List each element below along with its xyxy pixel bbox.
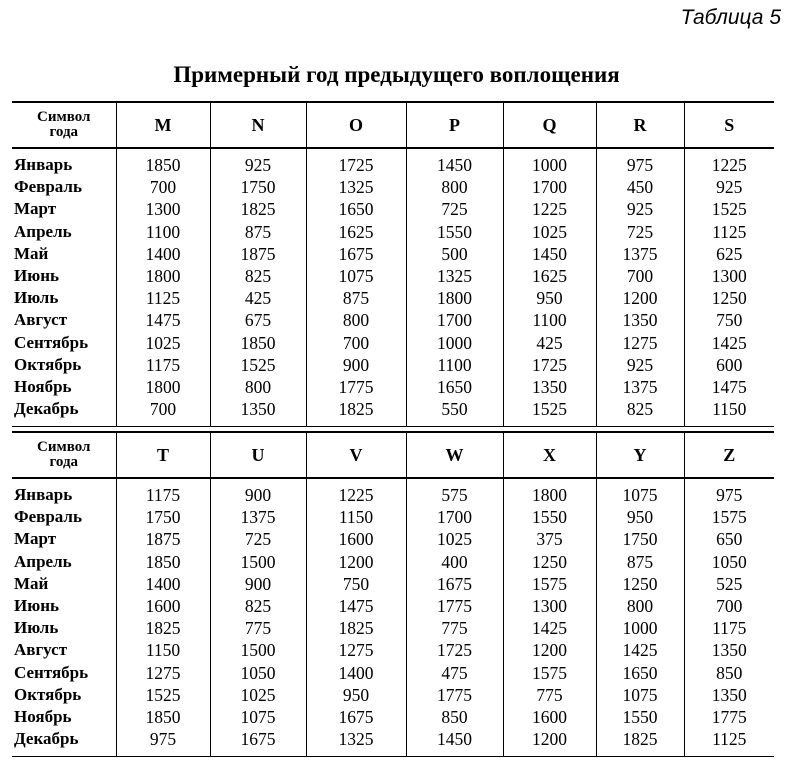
year-value-cell: 1850 [116, 148, 210, 176]
year-value-cell: 1100 [116, 221, 210, 243]
year-value-cell: 650 [684, 528, 774, 550]
year-value-cell: 925 [210, 148, 306, 176]
table-row [12, 243, 774, 265]
year-value-cell: 975 [684, 478, 774, 506]
year-value-cell: 1175 [116, 478, 210, 506]
table-number-label: Таблица 5 [680, 6, 781, 29]
year-value-cell: 1600 [503, 706, 596, 728]
table-row [12, 706, 774, 728]
year-value-cell: 1075 [210, 706, 306, 728]
year-value-cell: 1200 [503, 639, 596, 661]
year-value-cell: 1650 [406, 376, 503, 398]
year-value-cell: 1475 [116, 309, 210, 331]
year-value-cell: 825 [210, 265, 306, 287]
month-cell: Сентябрь [12, 332, 116, 354]
month-cell: Июль [12, 287, 116, 309]
year-value-cell: 1325 [306, 176, 406, 198]
year-value-cell: 1750 [116, 506, 210, 528]
letter-column-header: O [306, 102, 406, 148]
year-value-cell: 1450 [406, 148, 503, 176]
year-value-cell: 1650 [306, 198, 406, 220]
year-value-cell: 700 [306, 332, 406, 354]
table-row [12, 148, 774, 176]
table-row [12, 398, 774, 427]
year-value-cell: 1675 [406, 573, 503, 595]
month-cell: Февраль [12, 506, 116, 528]
year-value-cell: 1350 [503, 376, 596, 398]
year-value-cell: 1075 [596, 478, 684, 506]
year-value-cell: 1575 [684, 506, 774, 528]
year-value-cell: 1200 [503, 728, 596, 757]
year-value-cell: 1300 [503, 595, 596, 617]
year-value-cell: 975 [596, 148, 684, 176]
month-cell: Май [12, 243, 116, 265]
year-value-cell: 1000 [596, 617, 684, 639]
year-value-cell: 1100 [406, 354, 503, 376]
year-value-cell: 1825 [210, 198, 306, 220]
year-value-cell: 1375 [596, 376, 684, 398]
year-value-cell: 1825 [306, 617, 406, 639]
year-value-cell: 1500 [210, 639, 306, 661]
year-value-cell: 1425 [684, 332, 774, 354]
year-value-cell: 1175 [684, 617, 774, 639]
year-value-cell: 1800 [503, 478, 596, 506]
year-value-cell: 975 [116, 728, 210, 757]
year-value-cell: 1300 [684, 265, 774, 287]
month-cell: Апрель [12, 551, 116, 573]
month-cell: Март [12, 198, 116, 220]
year-value-cell: 1250 [596, 573, 684, 595]
year-value-cell: 1050 [684, 551, 774, 573]
year-table-m-s [12, 101, 774, 427]
year-value-cell: 1400 [306, 662, 406, 684]
year-value-cell: 1825 [306, 398, 406, 427]
year-value-cell: 1425 [503, 617, 596, 639]
year-value-cell: 950 [306, 684, 406, 706]
year-value-cell: 1575 [503, 573, 596, 595]
year-value-cell: 1525 [116, 684, 210, 706]
year-value-cell: 1400 [116, 573, 210, 595]
year-value-cell: 1725 [406, 639, 503, 661]
table-body [12, 478, 774, 757]
year-value-cell: 875 [210, 221, 306, 243]
month-cell: Апрель [12, 221, 116, 243]
table-row [12, 639, 774, 661]
year-value-cell: 825 [596, 398, 684, 427]
year-value-cell: 1500 [210, 551, 306, 573]
year-value-cell: 550 [406, 398, 503, 427]
table-row [12, 198, 774, 220]
year-value-cell: 1875 [116, 528, 210, 550]
year-value-cell: 1350 [684, 639, 774, 661]
year-value-cell: 1250 [503, 551, 596, 573]
table-row [12, 478, 774, 506]
year-value-cell: 1275 [116, 662, 210, 684]
year-value-cell: 1075 [596, 684, 684, 706]
year-value-cell: 1325 [406, 265, 503, 287]
year-value-cell: 950 [596, 506, 684, 528]
table-row [12, 528, 774, 550]
letter-column-header: Y [596, 432, 684, 478]
year-value-cell: 825 [210, 595, 306, 617]
year-value-cell: 1475 [684, 376, 774, 398]
table-row [12, 728, 774, 757]
table-row [12, 573, 774, 595]
year-value-cell: 700 [684, 595, 774, 617]
table-row [12, 617, 774, 639]
letter-column-header: U [210, 432, 306, 478]
year-value-cell: 1325 [306, 728, 406, 757]
year-value-cell: 1625 [503, 265, 596, 287]
year-value-cell: 1850 [116, 551, 210, 573]
year-value-cell: 1675 [306, 243, 406, 265]
year-value-cell: 1700 [406, 309, 503, 331]
month-cell: Декабрь [12, 398, 116, 427]
month-cell: Февраль [12, 176, 116, 198]
letter-column-header: R [596, 102, 684, 148]
year-value-cell: 1800 [116, 265, 210, 287]
month-cell: Декабрь [12, 728, 116, 757]
year-value-cell: 725 [596, 221, 684, 243]
year-value-cell: 1775 [684, 706, 774, 728]
year-value-cell: 750 [684, 309, 774, 331]
year-value-cell: 1750 [596, 528, 684, 550]
month-cell: Июнь [12, 595, 116, 617]
year-value-cell: 1825 [596, 728, 684, 757]
year-value-cell: 850 [406, 706, 503, 728]
letter-column-header: T [116, 432, 210, 478]
year-value-cell: 400 [406, 551, 503, 573]
year-value-cell: 1525 [684, 198, 774, 220]
letter-column-header: M [116, 102, 210, 148]
year-value-cell: 700 [116, 398, 210, 427]
year-value-cell: 1150 [684, 398, 774, 427]
year-value-cell: 700 [116, 176, 210, 198]
year-value-cell: 925 [684, 176, 774, 198]
table-row [12, 354, 774, 376]
year-value-cell: 1250 [684, 287, 774, 309]
month-cell: Январь [12, 478, 116, 506]
year-value-cell: 1125 [684, 221, 774, 243]
month-cell: Март [12, 528, 116, 550]
year-value-cell: 1550 [406, 221, 503, 243]
letter-column-header: S [684, 102, 774, 148]
year-value-cell: 1850 [116, 706, 210, 728]
year-value-cell: 875 [596, 551, 684, 573]
year-value-cell: 1025 [116, 332, 210, 354]
year-value-cell: 775 [503, 684, 596, 706]
year-value-cell: 1375 [596, 243, 684, 265]
year-value-cell: 925 [596, 354, 684, 376]
year-value-cell: 1775 [306, 376, 406, 398]
year-value-cell: 900 [210, 573, 306, 595]
year-value-cell: 1200 [596, 287, 684, 309]
year-value-cell: 1775 [406, 684, 503, 706]
year-value-cell: 1275 [306, 639, 406, 661]
year-value-cell: 1475 [306, 595, 406, 617]
year-value-cell: 1175 [116, 354, 210, 376]
year-value-cell: 1450 [406, 728, 503, 757]
year-value-cell: 500 [406, 243, 503, 265]
year-value-cell: 625 [684, 243, 774, 265]
year-value-cell: 1150 [306, 506, 406, 528]
year-value-cell: 700 [596, 265, 684, 287]
table-row [12, 265, 774, 287]
year-value-cell: 750 [306, 573, 406, 595]
symbol-header-line-1: Символ [37, 439, 91, 455]
month-cell: Сентябрь [12, 662, 116, 684]
table-body [12, 148, 774, 427]
year-value-cell: 1525 [503, 398, 596, 427]
year-value-cell: 1050 [210, 662, 306, 684]
year-value-cell: 725 [406, 198, 503, 220]
year-value-cell: 1700 [406, 506, 503, 528]
year-value-cell: 425 [210, 287, 306, 309]
month-cell: Июнь [12, 265, 116, 287]
year-value-cell: 1300 [116, 198, 210, 220]
month-cell: Октябрь [12, 684, 116, 706]
year-value-cell: 1875 [210, 243, 306, 265]
year-value-cell: 1625 [306, 221, 406, 243]
symbol-header-line-2: года [49, 454, 79, 470]
year-value-cell: 1025 [210, 684, 306, 706]
year-value-cell: 1575 [503, 662, 596, 684]
table-row [12, 506, 774, 528]
letter-column-header: W [406, 432, 503, 478]
year-value-cell: 875 [306, 287, 406, 309]
year-value-cell: 1225 [503, 198, 596, 220]
year-value-cell: 375 [503, 528, 596, 550]
year-value-cell: 1525 [210, 354, 306, 376]
table-row [12, 332, 774, 354]
year-value-cell: 1025 [406, 528, 503, 550]
table-row [12, 551, 774, 573]
year-value-cell: 1025 [503, 221, 596, 243]
table-row [12, 176, 774, 198]
year-value-cell: 950 [503, 287, 596, 309]
year-value-cell: 1350 [684, 684, 774, 706]
year-value-cell: 1675 [210, 728, 306, 757]
year-value-cell: 925 [596, 198, 684, 220]
year-value-cell: 1675 [306, 706, 406, 728]
month-cell: Июль [12, 617, 116, 639]
symbol-header-line-1: Символ [37, 109, 91, 125]
letter-column-header: Z [684, 432, 774, 478]
year-value-cell: 425 [503, 332, 596, 354]
year-value-cell: 1350 [596, 309, 684, 331]
year-value-cell: 1225 [684, 148, 774, 176]
year-value-cell: 1150 [116, 639, 210, 661]
year-table-t-z [12, 431, 774, 757]
year-value-cell: 1275 [596, 332, 684, 354]
year-value-cell: 1075 [306, 265, 406, 287]
year-value-cell: 775 [210, 617, 306, 639]
year-value-cell: 1100 [503, 309, 596, 331]
table-row [12, 662, 774, 684]
year-value-cell: 1550 [503, 506, 596, 528]
year-value-cell: 1800 [116, 376, 210, 398]
year-value-cell: 800 [596, 595, 684, 617]
year-value-cell: 1450 [503, 243, 596, 265]
letter-column-header: V [306, 432, 406, 478]
year-value-cell: 1550 [596, 706, 684, 728]
year-value-cell: 800 [306, 309, 406, 331]
year-value-cell: 1850 [210, 332, 306, 354]
month-cell: Ноябрь [12, 376, 116, 398]
year-value-cell: 775 [406, 617, 503, 639]
table-row [12, 376, 774, 398]
year-value-cell: 1750 [210, 176, 306, 198]
year-value-cell: 725 [210, 528, 306, 550]
year-value-cell: 1650 [596, 662, 684, 684]
month-cell: Май [12, 573, 116, 595]
year-value-cell: 900 [306, 354, 406, 376]
year-value-cell: 600 [684, 354, 774, 376]
year-value-cell: 800 [210, 376, 306, 398]
letter-column-header: N [210, 102, 306, 148]
year-value-cell: 575 [406, 478, 503, 506]
month-cell: Ноябрь [12, 706, 116, 728]
month-cell: Октябрь [12, 354, 116, 376]
year-value-cell: 1225 [306, 478, 406, 506]
year-value-cell: 1600 [306, 528, 406, 550]
year-value-cell: 1725 [503, 354, 596, 376]
year-value-cell: 850 [684, 662, 774, 684]
year-value-cell: 1000 [503, 148, 596, 176]
year-value-cell: 1600 [116, 595, 210, 617]
year-value-cell: 1725 [306, 148, 406, 176]
year-value-cell: 450 [596, 176, 684, 198]
symbol-header-line-2: года [49, 124, 79, 140]
year-value-cell: 1700 [503, 176, 596, 198]
year-value-cell: 1400 [116, 243, 210, 265]
table-row [12, 221, 774, 243]
table-row [12, 287, 774, 309]
year-value-cell: 675 [210, 309, 306, 331]
table-row [12, 309, 774, 331]
month-cell: Август [12, 309, 116, 331]
page-title: Примерный год предыдущего воплощения [173, 62, 620, 87]
header-row [12, 432, 774, 478]
symbol-year-header [12, 102, 116, 148]
year-value-cell: 525 [684, 573, 774, 595]
year-value-cell: 1200 [306, 551, 406, 573]
year-value-cell: 1350 [210, 398, 306, 427]
month-cell: Август [12, 639, 116, 661]
year-value-cell: 900 [210, 478, 306, 506]
year-value-cell: 1425 [596, 639, 684, 661]
year-value-cell: 1800 [406, 287, 503, 309]
letter-column-header: Q [503, 102, 596, 148]
month-cell: Январь [12, 148, 116, 176]
year-value-cell: 800 [406, 176, 503, 198]
letter-column-header: X [503, 432, 596, 478]
header-row [12, 102, 774, 148]
table-row [12, 684, 774, 706]
table-row [12, 595, 774, 617]
year-value-cell: 1125 [116, 287, 210, 309]
year-value-cell: 1125 [684, 728, 774, 757]
year-value-cell: 1825 [116, 617, 210, 639]
year-value-cell: 1775 [406, 595, 503, 617]
year-value-cell: 1000 [406, 332, 503, 354]
year-value-cell: 475 [406, 662, 503, 684]
letter-column-header: P [406, 102, 503, 148]
year-value-cell: 1375 [210, 506, 306, 528]
symbol-year-header [12, 432, 116, 478]
